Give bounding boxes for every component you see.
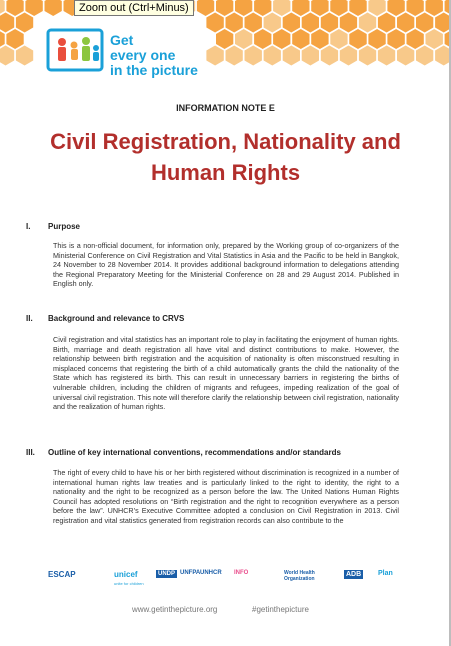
unfpa-logo: UNFPA (180, 570, 201, 576)
hexagon-shape (245, 46, 262, 66)
hexagon-shape (235, 29, 252, 49)
hexagon-shape (387, 29, 404, 49)
document-title: Civil Registration, Nationality and Human Rights (50, 129, 401, 185)
hexagon-shape (216, 29, 233, 49)
hexagon-shape (25, 0, 42, 16)
hexagon-shape (321, 46, 338, 66)
section-title: Outline of key international conventions, recommendations and/or standards (48, 448, 341, 457)
section-conventions-heading (26, 448, 341, 457)
hexagon-shape (226, 13, 243, 33)
hexagon-shape (254, 0, 271, 16)
logo-line-3: in the picture (110, 62, 198, 78)
hexagon-shape (283, 13, 300, 33)
hexagon-shape (0, 29, 5, 49)
section-conventions-body: The right of every child to have his or her birth registered without discrimination is recognized in a number of international human rights law treaties and is particularly linked to the right to identity, the right to a nationality and the right to be recognized as a person before the law. The United Nations Human Rights Council has adopted resolutions on “Birth registration and the right to recognition everywhere as a person before the law”. UNHCR’s Executive Committee adopted a conclusion on Civil Registration in 2013. Civil registration and vital statistics generated from registration records can also contribute to the (53, 468, 399, 525)
hexagon-shape (378, 13, 395, 33)
hexagon-shape (273, 0, 290, 16)
hexagon-shape (16, 46, 33, 66)
hexagon-shape (206, 13, 223, 33)
unicef-logo: unicef (114, 570, 138, 579)
hexagon-shape (216, 0, 233, 16)
hexagon-shape (378, 46, 395, 66)
hexagon-shape (407, 29, 424, 49)
information-note-label: INFORMATION NOTE E (176, 103, 275, 113)
hexagon-shape (254, 29, 271, 49)
escap-logo: ESCAP (48, 570, 76, 579)
hexagon-shape (340, 46, 357, 66)
hexagon-shape (416, 46, 433, 66)
hexagon-shape (264, 46, 281, 66)
who-logo: World Health Organization (284, 570, 315, 582)
unicef-tagline: unite for children (114, 581, 144, 586)
hexagon-shape (206, 46, 223, 66)
unhcr-logo: UNHCR (200, 570, 222, 576)
hexagon-shape (264, 13, 281, 33)
hexagon-shape (6, 0, 23, 16)
hexagon-shape (16, 13, 33, 33)
hexagon-shape (197, 0, 214, 16)
hexagon-shape (426, 29, 443, 49)
get-everyone-logo-text (110, 33, 198, 78)
logo-line-1: Get (110, 32, 134, 48)
section-background-body: Civil registration and vital statistics has an important role to play in facilitating the enjoyment of human rights. Birth, marriage and death registration all have vital and distinct contributions to make. However, the relationship between birth registration and the acquisition of nationality is often misconstrued resulting in misplaced concerns that registering the birth of a child automatically grants the child the nationality of the State which has registered its birth. This can result in unnecessary barriers in registering the births of vulnerable children, including the children of migrants and refugees, impeding realization of the goal of universal civil registration. This note will therefore clarify the relationship between civil registration, nationality and the realization of human rights. (53, 335, 399, 412)
zoom-out-tooltip: Zoom out (Ctrl+Minus) (74, 0, 194, 16)
hexagon-shape (292, 29, 309, 49)
partner-logos-row (48, 570, 408, 592)
hexagon-shape (426, 0, 443, 16)
hexagon-shape (321, 13, 338, 33)
hexagon-shape (368, 29, 385, 49)
hexagon-shape (349, 29, 366, 49)
hexagon-shape (416, 13, 433, 33)
hexagon-shape (0, 13, 14, 33)
section-number: III. (26, 448, 35, 457)
section-background-heading (26, 314, 184, 323)
info-logo: INFO (234, 570, 249, 576)
hexagon-shape (311, 0, 328, 16)
hexagon-shape (311, 29, 328, 49)
undp-logo: UNDP (158, 571, 176, 577)
hexagon-shape (302, 13, 319, 33)
hexagon-shape (245, 13, 262, 33)
hexagon-shape (359, 13, 376, 33)
family-logo-icon (46, 28, 106, 72)
section-purpose-body: This is a non-official document, for information only, prepared by the Working group of co-organizers of the Ministerial Conference on Civil Registration and Vital Statistics in Asia and the Pacific to be held in Bangkok, 24 November to 28 November 2014. It provides additional background information to delegations attending the Regional Preparatory Meeting for the Ministerial Conference on 28 and 29 August 2014. Published in English only. (53, 241, 399, 289)
hexagon-shape (45, 0, 62, 16)
logo-line-2: every one (110, 47, 176, 63)
hexagon-shape (359, 46, 376, 66)
hexagon-shape (235, 0, 252, 16)
hexagon-shape (330, 0, 347, 16)
hexagon-shape (0, 46, 14, 66)
hexagon-shape (407, 0, 424, 16)
hexagon-shape (397, 13, 414, 33)
section-purpose-heading (26, 222, 80, 231)
hexagon-shape (330, 29, 347, 49)
hexagon-shape (226, 46, 243, 66)
section-title: Background and relevance to CRVS (48, 314, 185, 323)
hashtag-text: #getinthepicture (252, 605, 309, 614)
hexagon-shape (273, 29, 290, 49)
section-title: Purpose (48, 222, 81, 231)
hexagon-shape (340, 13, 357, 33)
section-number: II. (26, 314, 33, 323)
hexagon-shape (292, 0, 309, 16)
hexagon-shape (387, 0, 404, 16)
adb-logo: ADB (346, 571, 362, 578)
website-link[interactable]: www.getinthepicture.org (132, 605, 218, 614)
hexagon-shape (349, 0, 366, 16)
plan-logo: Plan (378, 570, 393, 577)
hexagon-shape (302, 46, 319, 66)
hexagon-shape (6, 29, 23, 49)
hexagon-shape (397, 46, 414, 66)
section-number: I. (26, 222, 31, 231)
hexagon-shape (368, 0, 385, 16)
hexagon-shape (283, 46, 300, 66)
